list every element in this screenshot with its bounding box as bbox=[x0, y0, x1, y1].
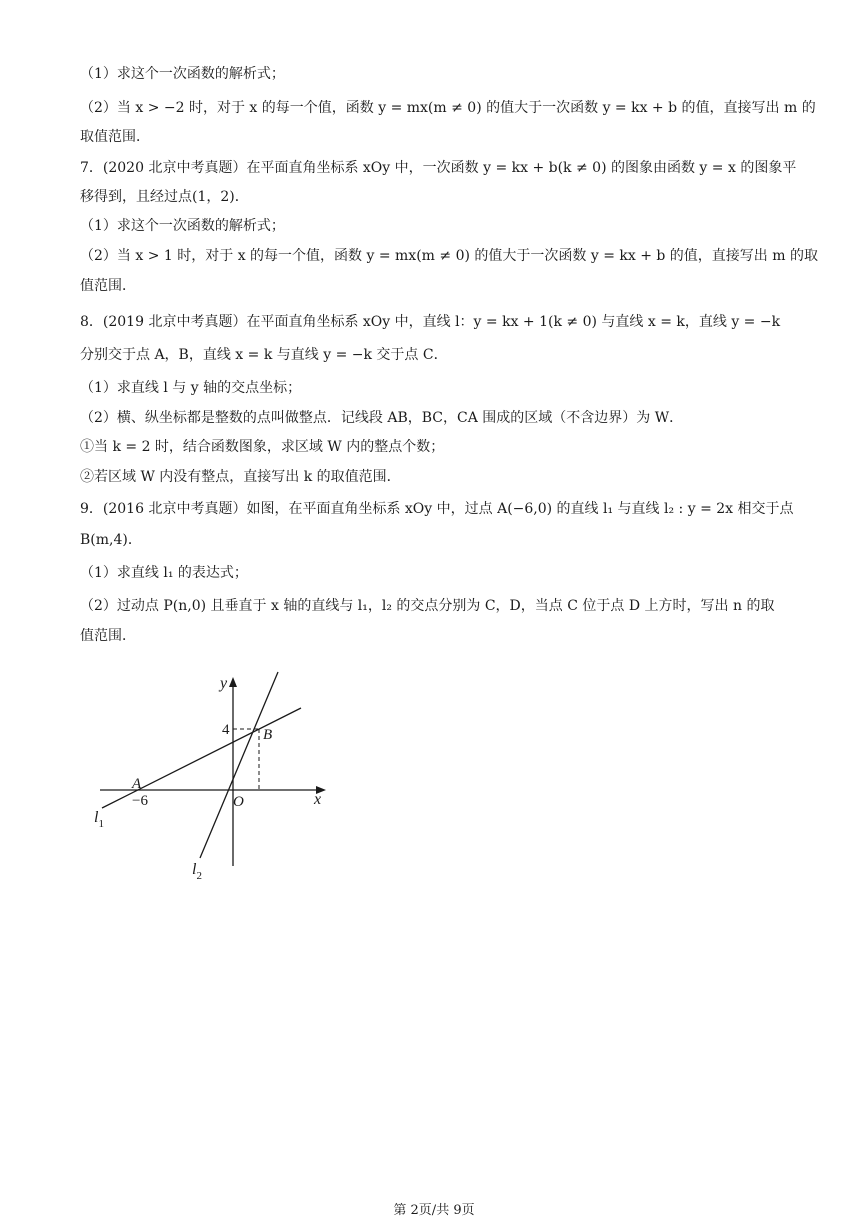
line-l2 bbox=[200, 672, 278, 858]
origin-label: O bbox=[233, 794, 244, 810]
y-axis-arrow-icon bbox=[229, 677, 237, 687]
text-line: B(m,4)． bbox=[80, 532, 142, 548]
text-line: ②若区域 W 内没有整点，直接写出 k 的取值范围． bbox=[80, 469, 401, 485]
text-line: （2）当 x > 1 时，对于 x 的每一个值，函数 y = mx(m ≠ 0) 的值大于一次函数 y = kx + b 的值，直接写出 m 的取 bbox=[80, 248, 818, 264]
question-9-title: 9．(2016 北京中考真题）如图，在平面直角坐标系 xOy 中，过点 A(−6,0) 的直线 l₁ 与直线 l₂ : y = 2x 相交于点 bbox=[80, 501, 794, 517]
text-line: （2）横、纵坐标都是整数的点叫做整点．记线段 AB，BC，CA 围成的区域（不含边界）为 W． bbox=[80, 410, 684, 426]
text-line: 值范围． bbox=[80, 278, 136, 294]
coordinate-figure bbox=[88, 668, 338, 884]
text-line: 分别交于点 A，B，直线 x = k 与直线 y = −k 交于点 C． bbox=[80, 347, 448, 363]
line-l1-label bbox=[94, 809, 104, 830]
x-axis-label: x bbox=[314, 791, 322, 808]
text-line: （2）过动点 P(n,0) 且垂直于 x 轴的直线与 l₁，l₂ 的交点分别为 C，D，当点 C 位于点 D 上方时，写出 n 的取 bbox=[80, 598, 775, 614]
text-line: 取值范围． bbox=[80, 129, 150, 145]
line-l1-letter: l bbox=[94, 809, 99, 826]
text-line: （2）当 x > −2 时，对于 x 的每一个值，函数 y = mx(m ≠ 0) 的值大于一次函数 y = kx + b 的值，直接写出 m 的 bbox=[80, 100, 816, 116]
tick-label-x: −6 bbox=[132, 793, 148, 809]
tick-label-y: 4 bbox=[222, 722, 230, 738]
text-line: （1）求直线 l₁ 的表达式； bbox=[80, 565, 248, 581]
text-line: （1）求直线 l 与 y 轴的交点坐标； bbox=[80, 380, 302, 396]
question-7-title: 7．(2020 北京中考真题）在平面直角坐标系 xOy 中，一次函数 y = kx + b(k ≠ 0) 的图象由函数 y = x 的图象平 bbox=[80, 160, 797, 176]
point-b-label: B bbox=[263, 727, 273, 743]
text-line: 移得到，且经过点(1，2)． bbox=[80, 189, 249, 205]
line-l2-subscript: 2 bbox=[196, 870, 202, 882]
text-line: （1）求这个一次函数的解析式； bbox=[80, 66, 285, 82]
line-l2-label bbox=[192, 861, 202, 882]
text-line: 值范围． bbox=[80, 628, 136, 644]
line-l1-subscript: 1 bbox=[98, 818, 104, 830]
point-a-label: A bbox=[132, 776, 142, 792]
page-footer: 第 2页/共 9页 bbox=[393, 1203, 475, 1218]
line-l2-letter: l bbox=[192, 861, 197, 878]
text-line: ①当 k = 2 时，结合函数图象，求区域 W 内的整点个数； bbox=[80, 439, 445, 455]
text-line: （1）求这个一次函数的解析式； bbox=[80, 218, 285, 234]
question-8-title: 8．(2019 北京中考真题）在平面直角坐标系 xOy 中，直线 l：y = kx + 1(k ≠ 0) 与直线 x = k，直线 y = −k bbox=[80, 314, 781, 330]
y-axis-label: y bbox=[220, 675, 228, 692]
